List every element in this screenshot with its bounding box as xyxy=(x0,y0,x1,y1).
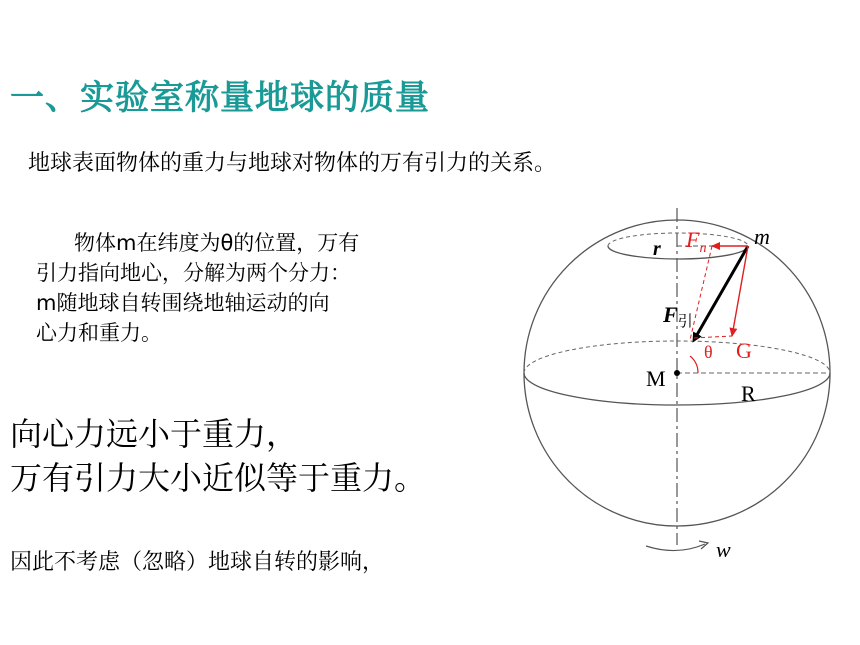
parallelogram-line-bottom xyxy=(694,336,732,338)
earth-mass-label: M xyxy=(646,366,666,391)
centripetal-force-main: F xyxy=(686,227,700,252)
earth-center-dot xyxy=(674,370,680,376)
paragraph-line: 心力和重力。 xyxy=(36,321,162,345)
conclusion-line: 向心力远小于重力， xyxy=(10,415,299,453)
latitude-circle-front xyxy=(608,246,748,259)
centripetal-force-label xyxy=(685,227,706,256)
paragraph-line: 物体m在纬度为θ的位置，万有 xyxy=(74,231,360,255)
gravitational-force-subscript: 引 xyxy=(677,314,693,330)
subtitle: 地球表面物体的重力与地球对物体的万有引力的关系。 xyxy=(28,151,557,176)
paragraph-line: 引力指向地心，分解为两个分力： xyxy=(36,261,351,285)
theta-label: θ xyxy=(704,342,713,362)
page-title: 一、实验室称量地球的质量 xyxy=(10,78,430,118)
paragraph-line: m随地球自转围绕地轴运动的向 xyxy=(36,291,330,315)
note-text: 因此不考虑（忽略）地球自转的影响， xyxy=(10,550,385,575)
gravity-label: G xyxy=(736,338,752,363)
conclusion-line: 万有引力大小近似等于重力。 xyxy=(10,459,427,497)
centripetal-force-subscript: n xyxy=(699,241,707,256)
gravitational-force-label xyxy=(662,302,693,330)
latitude-circle-back xyxy=(608,233,748,246)
latitude-radius-label: r xyxy=(653,238,661,260)
rotation-arrow xyxy=(646,544,705,551)
object-mass-label: m xyxy=(754,224,770,249)
angular-velocity-label: w xyxy=(716,537,731,562)
earth-radius-label: R xyxy=(741,381,756,406)
theta-angle-arc xyxy=(690,356,698,373)
gravitational-force-main: F xyxy=(663,302,678,327)
